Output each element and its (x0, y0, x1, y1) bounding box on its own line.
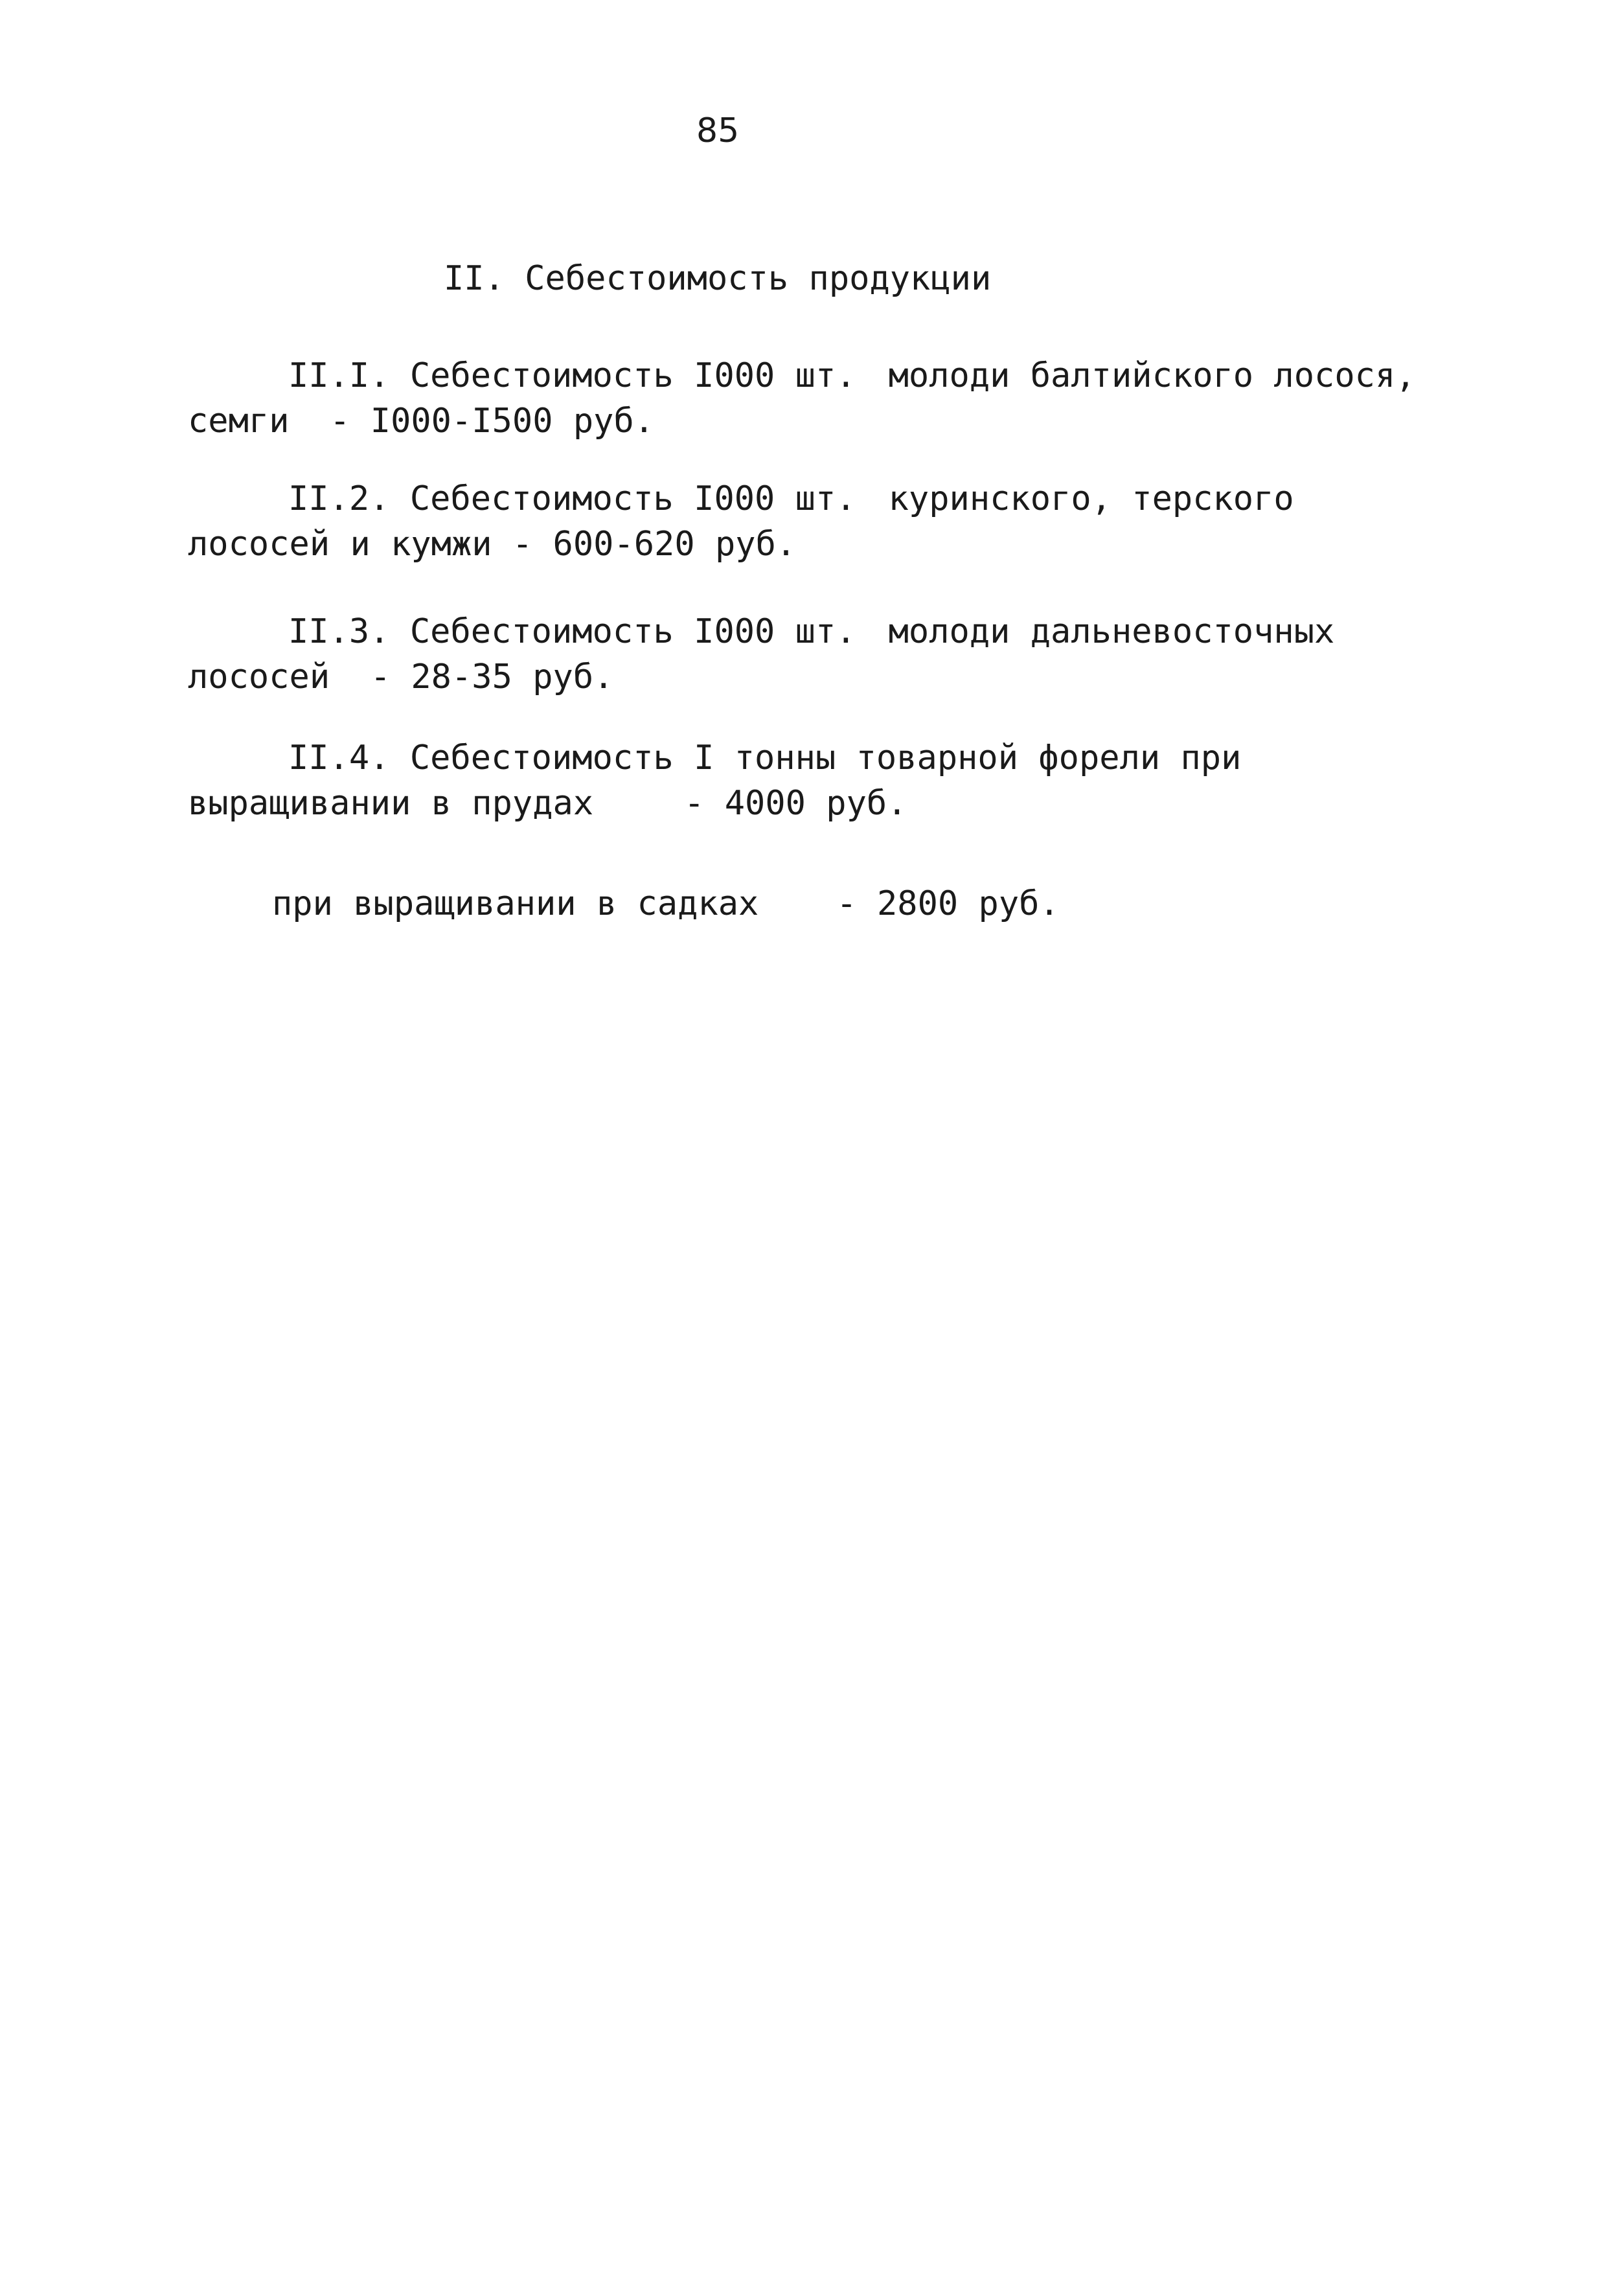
page-number: 85 (696, 111, 740, 150)
item-2-label: II.2. Себестоимость I000 шт. (288, 479, 856, 518)
item-4-line-2 (188, 784, 907, 823)
item-2-description: куринского, терского (888, 479, 1294, 518)
item-4-ponds-label: выращивании в прудах (188, 784, 594, 823)
cages-line (272, 884, 1060, 923)
item-4-line-1: II.4. Себестоимость I тонны товарной форели при (288, 739, 1242, 777)
section-title: II. Себестоимость продукции (444, 259, 992, 298)
item-3-label: II.3. Себестоимость I000 шт. (288, 612, 856, 651)
item-2-line-1 (288, 479, 1294, 518)
item-1-label: II.I. Себестоимость I000 шт. (288, 356, 856, 395)
item-1-line-2: семги - I000-I500 руб. (188, 402, 655, 441)
item-1-line-1 (288, 356, 1416, 395)
item-4-ponds-cost: - 4000 руб. (684, 784, 907, 823)
item-1-description: молоди балтийского лосося, (888, 356, 1416, 395)
item-3-line-2: лососей - 28-35 руб. (188, 658, 614, 696)
cages-label: при выращивании в садках (272, 884, 759, 923)
item-2-line-2: лососей и кумжи - 600-620 руб. (188, 525, 797, 564)
cages-cost: - 2800 руб. (836, 884, 1060, 923)
item-3-description: молоди дальневосточных (888, 612, 1335, 651)
item-3-line-1 (288, 612, 1334, 651)
